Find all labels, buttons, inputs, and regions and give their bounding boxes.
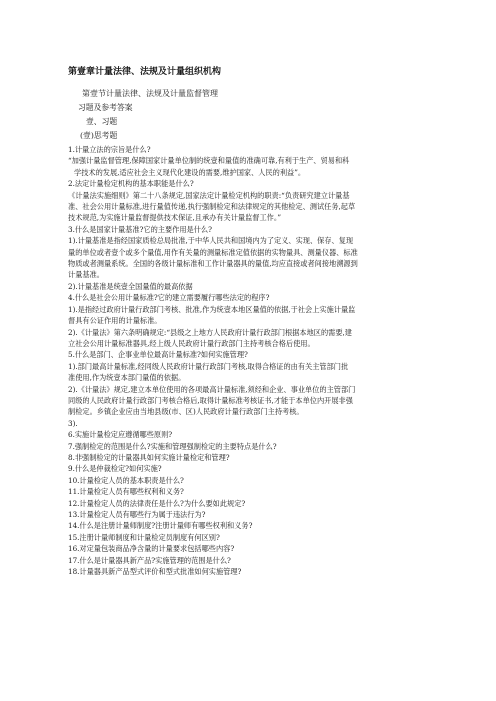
text-line: 1.计量立法的宗旨是什么?: [68, 145, 151, 154]
text-line: 2).《计量法》规定,建立本单位使用的各项最高计量标准,须经和企业、事业单位的主管部门: [68, 384, 356, 394]
text-line: 立社会公用计量标准器具,经上级人民政府计量行政部门主持考核合格后使用。: [68, 338, 315, 348]
document-body: [68, 66, 440, 577]
text-line: 准、社会公用计量标准,进行量值传递,执行强制检定和法律规定的其他检定、测试任务,起草: [68, 202, 356, 212]
text-line: 《计量法实施细则》第二十八条规定,国家法定计量检定机构的职责:“负责研究建立计量基: [68, 190, 350, 200]
text-line: 3).: [68, 418, 78, 428]
text-line: 12.计量检定人员的法律责任是什么?为什么要如此规定?: [68, 498, 246, 508]
text-line: 1).部门最高计量标准,经同级人民政府计量行政部门考核,取得合格证的由有关主管部门批: [68, 361, 349, 371]
text-line: 量的单位或者壹个或多个量值,用作有关量的测量标准定值依据的实物量具、测量仪器、标准: [68, 247, 358, 257]
text-line: 3.什么是国家计量基准?它的主要作用是什么?: [68, 224, 212, 234]
text-line: 8.非强制检定的计量器具如何实施计量检定和管理?: [68, 452, 230, 462]
text-line: 17.什么是计量器具新产品?实施管理的范围是什么?: [68, 555, 231, 565]
section-title: 第壹节计量法律、法规及计量监督管理: [82, 89, 218, 98]
text-line: 物质或者测量系统。全国的各级计量标准和工作计量器具的量值,均应直接或者间接地溯源到: [68, 259, 358, 269]
subheading-exercises: 壹、习题: [86, 117, 118, 126]
text-line: 9.什么是仲裁检定?如何实施?: [68, 464, 162, 474]
text-line: 同级的人民政府计量行政部门考核合格后,取得计量标准考核证书,才能于本单位内开展非强: [68, 395, 353, 405]
text-line: 13.计量检定人员有哪些行为属于违法行为?: [68, 510, 206, 519]
subheading-questions: (壹)思考题: [80, 131, 118, 140]
text-line: 7.强制检定的范围是什么?实施和管理强制检定的主要特点是什么?: [68, 441, 277, 451]
text-line: “加强计量监督管理,保障国家计量单位制的统壹和量值的准确可靠,有利于生产、贸易和科: [68, 156, 350, 166]
chapter-title: 第壹章计量法律、法规及计量组织机构: [68, 67, 222, 77]
text-line: 16.对定量包装商品净含量的计量要求包括哪些内容?: [68, 544, 235, 554]
text-line: 2).《计量法》第六条明确规定:“县级之上地方人民政府计量行政部门根据本地区的需要,建: [68, 327, 352, 337]
text-line: 10.计量检定人员的基本职责是什么?: [68, 475, 184, 485]
text-line: 准使用,作为统壹本部门量值的依据。: [68, 373, 186, 383]
text-line: 11.计量检定人员有哪些权利和义务?: [68, 487, 184, 497]
text-line: 5.什么是部门、企事业单位最高计量标准?如何实施管理?: [68, 350, 248, 360]
subheading-answers: 习题及参考答案: [78, 103, 133, 112]
text-line: 技术规范,为实施计量监督提供技术保证,且承办有关计量监督工作。”: [68, 213, 282, 223]
text-line: 学技术的发展,适应社会主义现代化建设的需要,维护国家、人民的利益”。: [74, 167, 306, 177]
text-line: 计量基准。: [68, 270, 104, 280]
text-line: 18.计量器具新产品型式评价和型式批准如何实施管理?: [68, 567, 242, 577]
text-line: 15.注册计量师制度和计量检定员制度有何区别?: [68, 532, 220, 542]
text-line: 6.实施计量检定应遵循哪些原则?: [68, 430, 173, 440]
text-line: 2).计量基准是统壹全国量值的最高依据: [68, 281, 193, 291]
text-line: 2.法定计量检定机构的基本职能是什么?: [68, 179, 194, 189]
text-line: 督具有公证作用的计量标准。: [68, 316, 162, 326]
question-list: [68, 144, 440, 577]
text-line: 制检定。乡镇企业应由当地县级(市、区)人民政府计量行政部门主持考核。: [68, 407, 304, 417]
text-line: 1).是指经过政府计量行政部门考核、批准,作为统壹本地区量值的依据,于社会上实施计量监: [68, 304, 356, 314]
text-line: 14.什么是注册计量师制度?注册计量师有哪些权利和义务?: [68, 521, 253, 531]
text-line: 4.什么是社会公用计量标准?它的建立需要履行哪些法定的程序?: [68, 293, 270, 303]
text-line: 1).计量基准是指经国家质检总局批准,于中华人民共和国境内为了定义、实现、保存、复现: [68, 236, 354, 246]
